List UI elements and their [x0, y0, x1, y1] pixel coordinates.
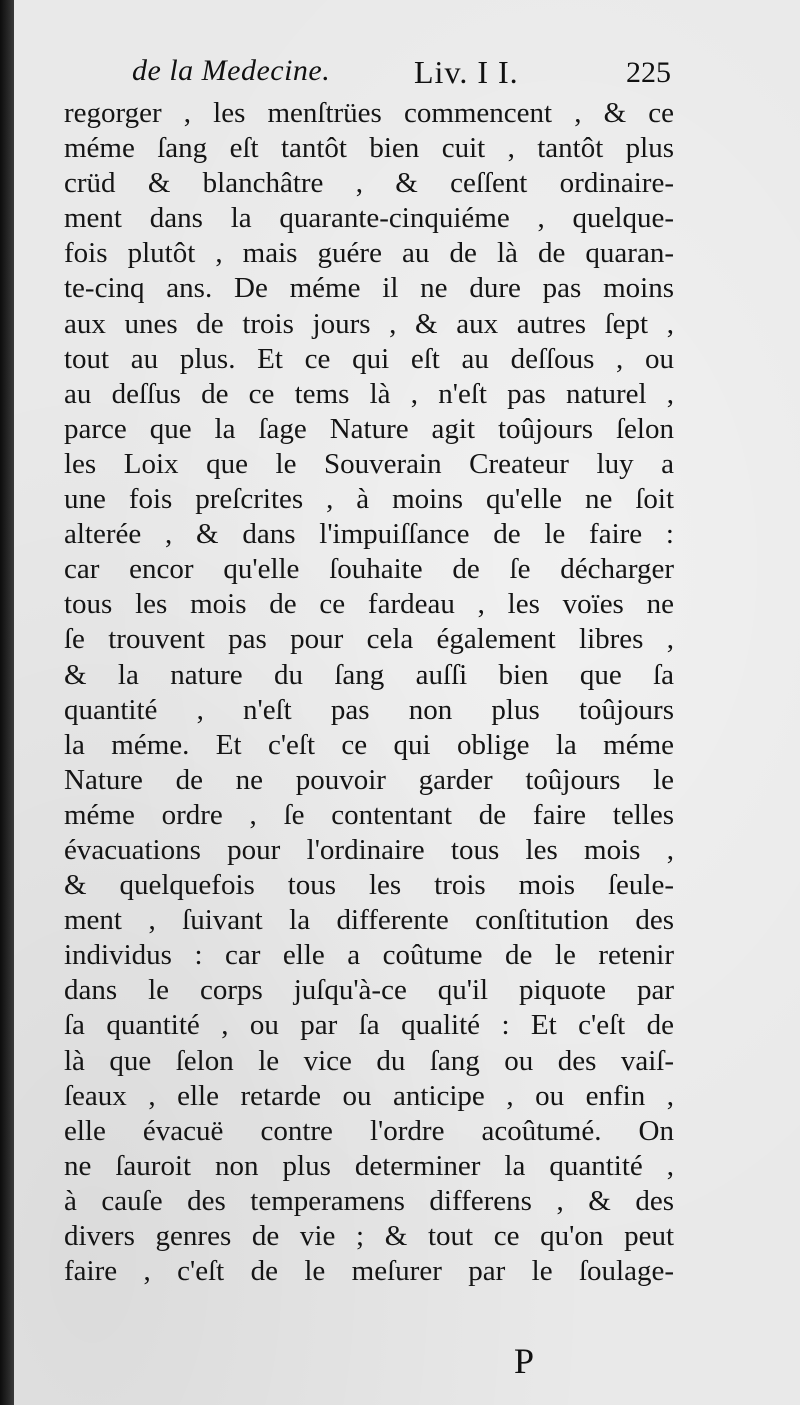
text-line: quantité , n'eſt pas non plus toûjours: [64, 693, 674, 726]
text-line: alterée , & dans l'impuiſſance de le faire :: [64, 518, 674, 551]
book-page: [14, 0, 800, 1405]
text-line: les Loix que le Souverain Createur luy a: [64, 447, 674, 480]
text-line: tout au plus. Et ce qui eſt au deſſous , ou: [64, 342, 674, 375]
running-header: [132, 50, 677, 98]
text-line: ne ſauroit non plus determiner la quantité ,: [64, 1149, 674, 1182]
text-line: méme ſang eſt tantôt bien cuit , tantôt plus: [64, 132, 674, 165]
text-line: la méme. Et c'eſt ce qui oblige la méme: [64, 728, 674, 761]
text-line: ment dans la quarante-cinquiéme , quelque-: [64, 202, 674, 235]
text-line: ment , ſuivant la differente conſtitution des: [64, 904, 674, 937]
binding-gutter: [0, 0, 14, 1405]
text-line: au deſſus de ce tems là , n'eſt pas naturel ,: [64, 377, 674, 410]
text-line: & quelquefois tous les trois mois ſeule-: [64, 869, 674, 902]
running-title: de la Medecine.: [132, 54, 331, 87]
text-line: elle évacuë contre l'ordre acoûtumé. On: [64, 1114, 674, 1147]
text-line: faire , c'eſt de le meſurer par le ſoulage-: [64, 1255, 674, 1288]
text-line: aux unes de trois jours , & aux autres ſept ,: [64, 307, 674, 340]
text-line: là que ſelon le vice du ſang ou des vaiſ-: [64, 1044, 674, 1077]
text-line: te-cinq ans. De méme il ne dure pas moins: [64, 272, 674, 305]
text-line: Nature de ne pouvoir garder toûjours le: [64, 763, 674, 796]
text-line: dans le corps juſqu'à-ce qu'il piquote par: [64, 974, 674, 1007]
signature-mark: P: [514, 1341, 535, 1381]
text-line: ſeaux , elle retarde ou anticipe , ou enfin ,: [64, 1079, 674, 1112]
text-line: évacuations pour l'ordinaire tous les mois ,: [64, 833, 674, 866]
text-line: & la nature du ſang auſſi bien que ſa: [64, 658, 674, 691]
text-line: parce que la ſage Nature agit toûjours ſelon: [64, 412, 674, 445]
text-line: ſa quantité , ou par ſa qualité : Et c'eſt de: [64, 1009, 674, 1042]
text-line: une fois preſcrites , à moins qu'elle ne ſoit: [64, 483, 674, 516]
book-reference: Liv. I I.: [414, 54, 519, 90]
text-line: méme ordre , ſe contentant de faire telles: [64, 798, 674, 831]
body-text: [64, 96, 674, 1289]
text-line: à cauſe des temperamens differens , & des: [64, 1184, 674, 1217]
text-line: ſe trouvent pas pour cela également libres ,: [64, 623, 674, 656]
text-line: crüd & blanchâtre , & ceſſent ordinaire-: [64, 167, 674, 200]
text-line: fois plutôt , mais guére au de là de quaran-: [64, 237, 674, 270]
text-line: divers genres de vie ; & tout ce qu'on peut: [64, 1220, 674, 1252]
page-number: 225: [626, 56, 671, 89]
text-line: car encor qu'elle ſouhaite de ſe décharger: [64, 553, 674, 586]
text-line: regorger , les menſtrües commencent , & ce: [64, 97, 674, 129]
text-line: tous les mois de ce fardeau , les voïes ne: [64, 588, 674, 621]
text-line: individus : car elle a coûtume de le retenir: [64, 939, 674, 972]
